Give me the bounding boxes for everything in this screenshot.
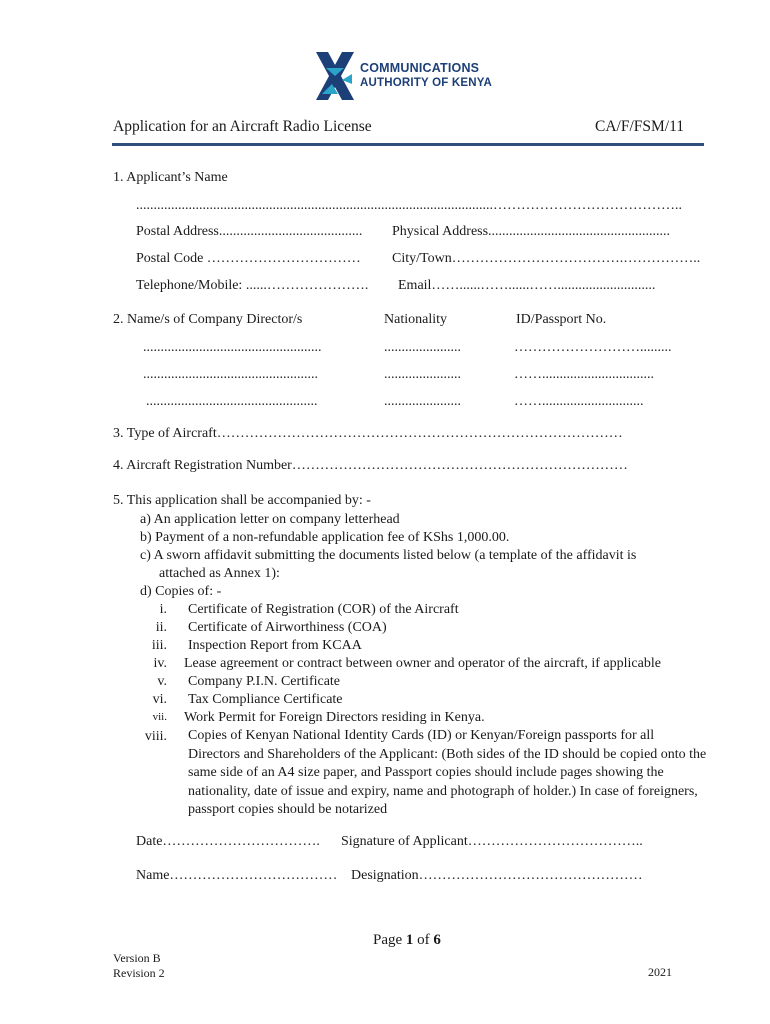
- director-name-field[interactable]: ...................................................: [143, 340, 322, 355]
- list-item: a) An application letter on company letterhead: [140, 512, 400, 527]
- list-item: b) Payment of a non-refundable application fee of KShs 1,000.00.: [140, 530, 510, 545]
- director-name-field[interactable]: .................................................: [146, 394, 318, 409]
- nationality-column-header: Nationality: [384, 312, 447, 327]
- footer-year: 2021: [648, 965, 672, 979]
- copy-item-text: Inspection Report from KCAA: [188, 638, 362, 653]
- copy-item-text: Work Permit for Foreign Directors residing in Kenya.: [184, 710, 485, 725]
- copy-item-number: vi.: [152, 692, 167, 707]
- city-field[interactable]: City/Town……………………………….……………..: [392, 251, 701, 266]
- copy-item-number: v.: [157, 674, 167, 689]
- aircraft-registration-field[interactable]: 4. Aircraft Registration Number………………………………………………………………: [113, 458, 628, 473]
- ca-logo-mark-icon: [314, 50, 356, 102]
- ca-logo: [314, 48, 514, 106]
- copy-item-text: Copies of Kenyan National Identity Cards (ID) or Kenyan/Foreign passports for all Directors and Shareholders of the Applicant: (Both sides of the ID should be copied onto the same side of an A4 size paper, and Passport copies should include pages showing the nationality, date of issue and expiry, name and photograph of holder.) In case of foreigners, passport copies should be notarized: [188, 728, 707, 818]
- director-nationality-field[interactable]: ......................: [384, 394, 461, 409]
- copy-item-number: vii.: [152, 711, 167, 723]
- list-item: d) Copies of: -: [140, 584, 222, 599]
- document-title: Application for an Aircraft Radio License: [113, 118, 372, 135]
- copy-item-text: Tax Compliance Certificate: [188, 692, 343, 707]
- copy-item-number: iii.: [151, 638, 167, 653]
- id-column-header: ID/Passport No.: [516, 312, 607, 327]
- version-info: Version B Revision 2: [113, 951, 165, 980]
- telephone-field[interactable]: Telephone/Mobile: ......………………….: [136, 278, 369, 293]
- physical-address-field[interactable]: Physical Address....................................................: [392, 224, 671, 239]
- applicant-name-field[interactable]: ......................................................................................................…………………………………..: [136, 198, 682, 213]
- section-1-heading: 1. Applicant’s Name: [113, 170, 228, 185]
- copy-item-text: Lease agreement or contract between owner and operator of the aircraft, if applicable: [184, 656, 661, 671]
- name-field[interactable]: Name………………………………: [136, 868, 338, 883]
- header-rule: [112, 143, 704, 146]
- copy-item-text: Certificate of Airworthiness (COA): [188, 620, 387, 635]
- email-field[interactable]: Email……......……......……............................: [398, 278, 656, 293]
- director-id-field[interactable]: …….............................: [514, 394, 644, 409]
- signature-field[interactable]: Signature of Applicant………………………………..: [341, 834, 643, 849]
- copy-item-number: iv.: [153, 656, 167, 671]
- copy-item-number: ii.: [155, 620, 167, 635]
- list-item: c) A sworn affidavit submitting the documents listed below (a template of the affidavit is: [140, 548, 637, 563]
- postal-code-field[interactable]: Postal Code ……………………………: [136, 251, 361, 266]
- logo-line-1: COMMUNICATIONS: [360, 61, 480, 75]
- page-number: Page 1 of 6: [373, 932, 441, 948]
- director-id-field[interactable]: ……................................: [514, 367, 654, 382]
- copy-item-number: viii.: [144, 729, 167, 744]
- postal-address-field[interactable]: Postal Address.........................................: [136, 224, 363, 239]
- director-id-field[interactable]: ……………………….........: [514, 340, 672, 355]
- copy-item-text: Certificate of Registration (COR) of the Aircraft: [188, 602, 459, 617]
- section-5-heading: 5. This application shall be accompanied by: -: [113, 493, 371, 508]
- logo-line-2: AUTHORITY OF KENYA: [360, 77, 493, 89]
- section-2-heading: 2. Name/s of Company Director/s: [113, 312, 303, 327]
- designation-field[interactable]: Designation…………………………………………: [351, 868, 643, 883]
- date-field[interactable]: Date…………………………….: [136, 834, 320, 849]
- list-item: attached as Annex 1):: [159, 566, 280, 581]
- document-code: CA/F/FSM/11: [595, 118, 685, 135]
- director-nationality-field[interactable]: ......................: [384, 340, 461, 355]
- copy-item-text: Company P.I.N. Certificate: [188, 674, 341, 689]
- aircraft-type-field[interactable]: 3. Type of Aircraft……………………………………………………………………………: [113, 426, 623, 441]
- director-name-field[interactable]: ..................................................: [143, 367, 318, 382]
- director-nationality-field[interactable]: ......................: [384, 367, 461, 382]
- copy-item-number: i.: [159, 602, 167, 617]
